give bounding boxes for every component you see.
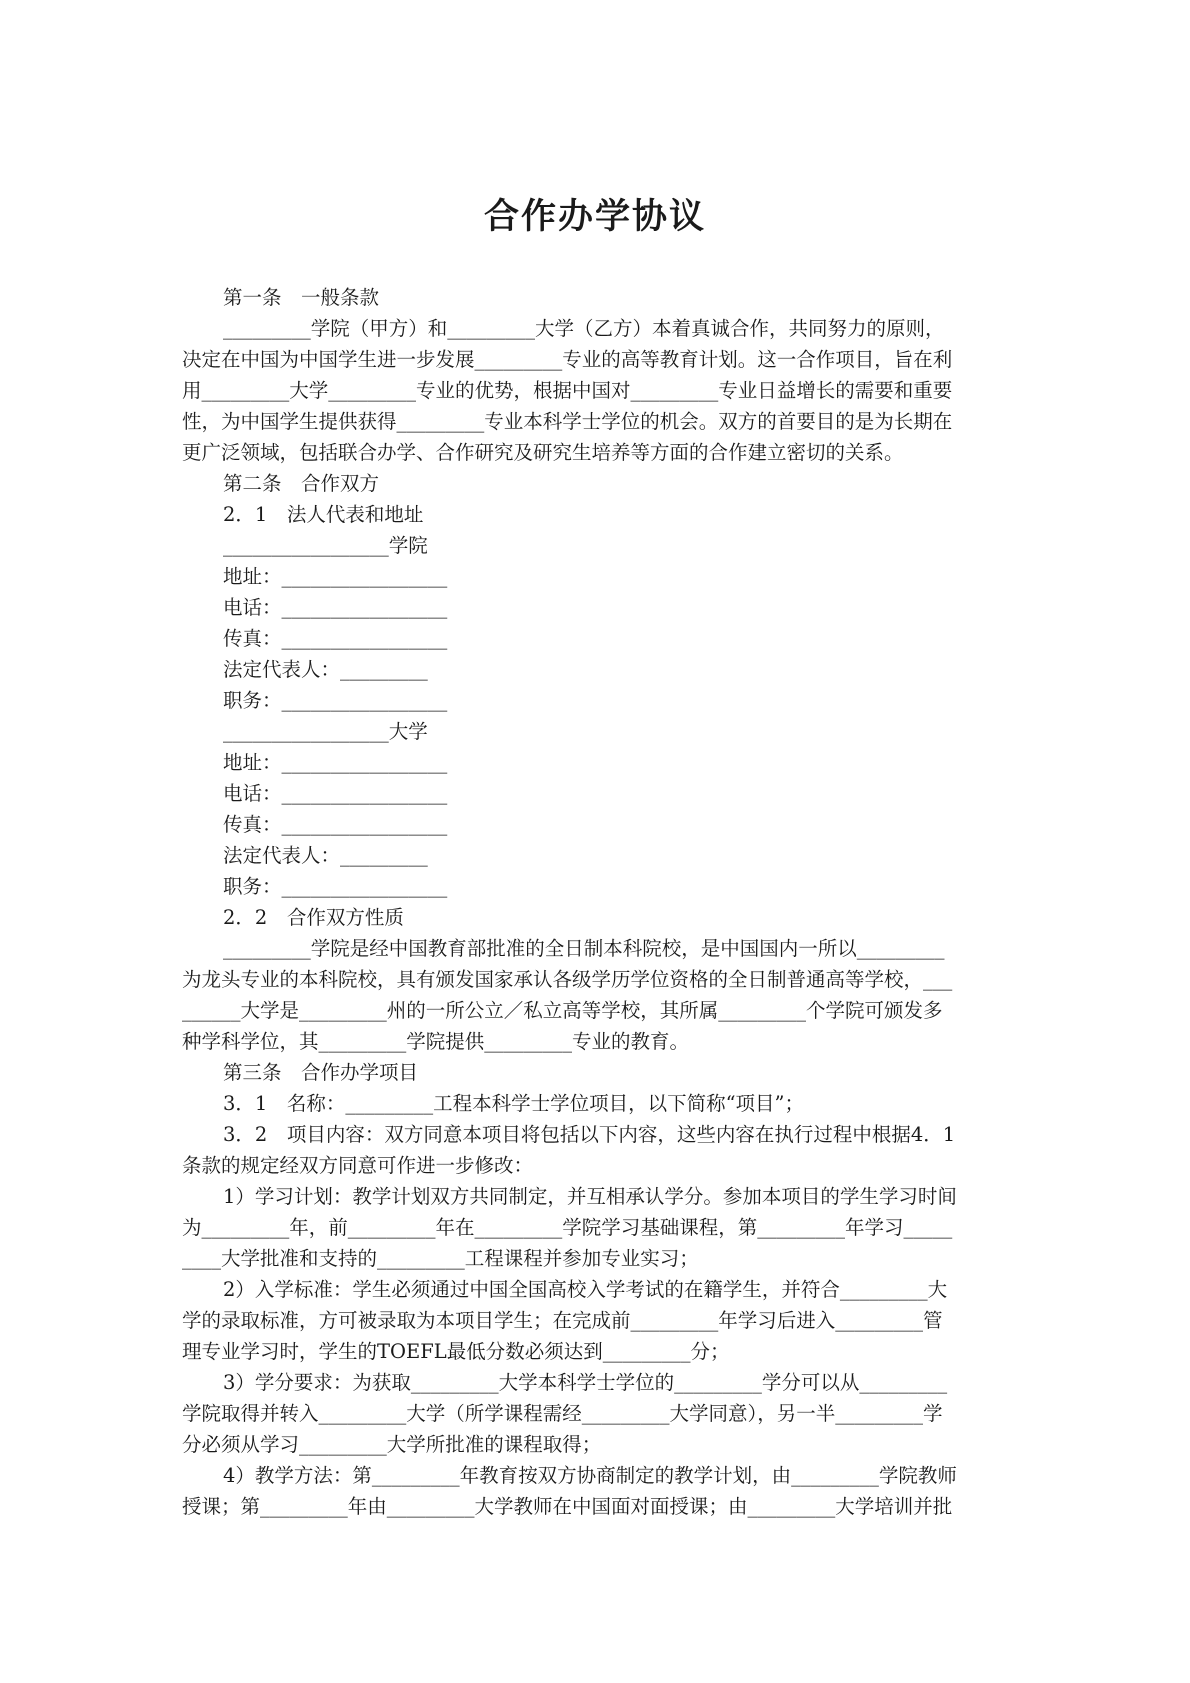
- document-line: 电话：_________________: [223, 596, 448, 619]
- document-line: 第三条 合作办学项目: [223, 1061, 419, 1084]
- document-line: 3）学分要求：为获取_________大学本科学士学位的_________学分可以从_________: [223, 1371, 948, 1394]
- document-line: 职务：_________________: [223, 689, 448, 712]
- document-line: 法定代表人：_________: [223, 844, 428, 867]
- document-body: [182, 282, 1012, 1522]
- document-line: 传真：_________________: [223, 627, 448, 650]
- document-line: 为_________年，前_________年在_________学院学习基础课程，第_________年学习_____: [182, 1216, 953, 1239]
- document-line: 第二条 合作双方: [223, 472, 380, 495]
- document-line: 授课；第_________年由_________大学教师在中国面对面授课；由_________大学培训并批: [182, 1495, 953, 1518]
- document-line: 用_________大学_________专业的优势，根据中国对_________专业日益增长的需要和重要: [182, 379, 953, 402]
- document-line: 职务：_________________: [223, 875, 448, 898]
- document-line: 决定在中国为中国学生进一步发展_________专业的高等教育计划。这一合作项目，旨在利: [182, 348, 953, 371]
- document-line: 3．1 名称：_________工程本科学士学位项目，以下简称“项目”；: [223, 1092, 805, 1115]
- document-line: 条款的规定经双方同意可作进一步修改：: [182, 1154, 534, 1177]
- document-line: 第一条 一般条款: [223, 286, 380, 309]
- document-line: 2）入学标准：学生必须通过中国全国高校入学考试的在籍学生，并符合_________大: [223, 1278, 948, 1301]
- document-line: 2．2 合作双方性质: [223, 906, 404, 929]
- document-line: 学院取得并转入_________大学（所学课程需经_________大学同意），另一半_________学: [182, 1402, 943, 1425]
- document-line: 3．2 项目内容：双方同意本项目将包括以下内容，这些内容在执行过程中根据4．1: [223, 1123, 956, 1146]
- document-title: 合作办学协议: [483, 197, 706, 237]
- document-line: 电话：_________________: [223, 782, 448, 805]
- document-line: 地址：_________________: [223, 751, 448, 774]
- document-line: _________学院（甲方）和_________大学（乙方）本着真诚合作，共同努力的原则，: [223, 317, 945, 340]
- document-line: _________学院是经中国教育部批准的全日制本科院校，是中国国内一所以_________: [223, 937, 945, 960]
- document-line: ______大学是_________州的一所公立／私立高等学校，其所属_________个学院可颁发多: [182, 999, 943, 1022]
- document-line: 传真：_________________: [223, 813, 448, 836]
- document-line: 为龙头专业的本科院校，具有颁发国家承认各级学历学位资格的全日制普通高等学校，___: [182, 968, 953, 991]
- document-line: 地址：_________________: [223, 565, 448, 588]
- document-line: 理专业学习时，学生的TOEFL最低分数必须达到_________分；: [182, 1340, 730, 1363]
- document-line: 2．1 法人代表和地址: [223, 503, 424, 526]
- document-line: 更广泛领域，包括联合办学、合作研究及研究生培养等方面的合作建立密切的关系。: [182, 441, 904, 464]
- document-line: 种学科学位，其_________学院提供_________专业的教育。: [182, 1030, 690, 1053]
- document-line: 学的录取标准，方可被录取为本项目学生；在完成前_________年学习后进入_________管: [182, 1309, 943, 1332]
- document-line: 4）教学方法：第_________年教育按双方协商制定的教学计划，由_________学院教师: [223, 1464, 957, 1487]
- document-line: 1）学习计划：教学计划双方共同制定，并互相承认学分。参加本项目的学生学习时间: [223, 1185, 957, 1208]
- document-line: 分必须从学习_________大学所批准的课程取得；: [182, 1433, 602, 1456]
- document-line: _________________大学: [223, 720, 428, 743]
- document-line: ____大学批准和支持的_________工程课程并参加专业实习；: [182, 1247, 699, 1270]
- document-line: _________________学院: [223, 534, 428, 557]
- document-line: 性，为中国学生提供获得_________专业本科学士学位的机会。双方的首要目的是为长期在: [182, 410, 953, 433]
- document-line: 法定代表人：_________: [223, 658, 428, 681]
